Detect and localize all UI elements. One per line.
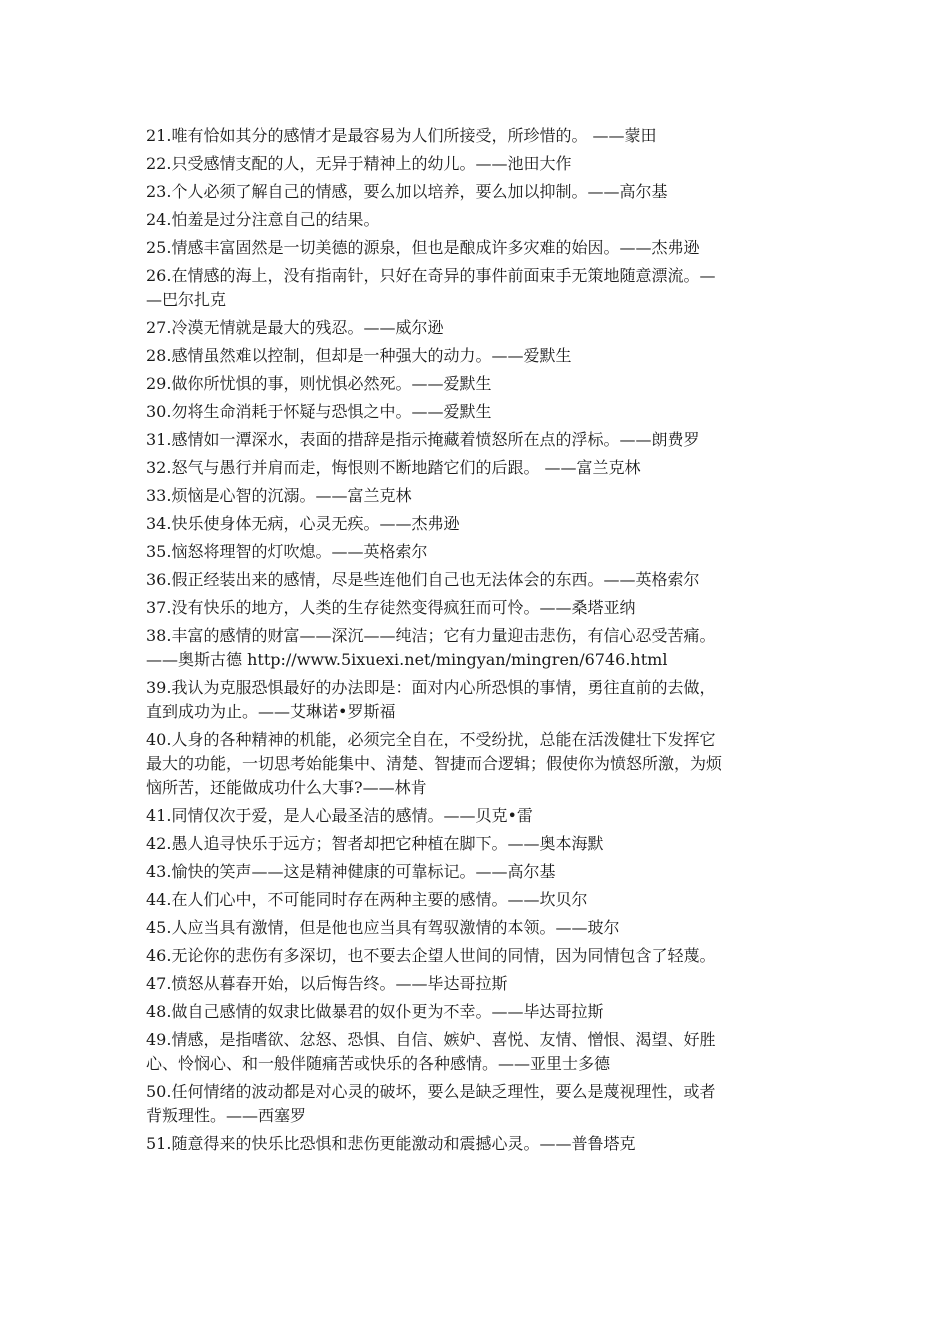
quote-line: 41.同情仅次于爱，是人心最圣洁的感情。——贝克•雷 <box>146 806 533 825</box>
quote-line: 47.愤怒从暮春开始，以后悔告终。——毕达哥拉斯 <box>146 974 508 993</box>
quote-entry <box>146 568 810 592</box>
quote-line: 39.我认为克服恐惧最好的办法即是：面对内心所恐惧的事情，勇往直前的去做， <box>146 678 716 697</box>
quote-entry <box>146 400 810 424</box>
quote-line: 45.人应当具有激情，但是他也应当具有驾驭激情的本领。——玻尔 <box>146 918 620 937</box>
quote-entry <box>146 972 810 996</box>
quote-entry <box>146 916 810 940</box>
quote-line: 49.情感，是指嗜欲、忿怒、恐惧、自信、嫉妒、喜悦、友情、憎恨、渴望、好胜 <box>146 1030 716 1049</box>
quote-entry <box>146 208 810 232</box>
quote-line: 35.恼怒将理智的灯吹熄。——英格索尔 <box>146 542 428 561</box>
quote-line: 25.情感丰富固然是一切美德的源泉，但也是酿成许多灾难的始因。——杰弗逊 <box>146 238 700 257</box>
quote-line: 32.怒气与愚行并肩而走，悔恨则不断地踏它们的后跟。 ——富兰克林 <box>146 458 641 477</box>
quote-line: —巴尔扎克 <box>146 290 227 309</box>
quote-entry <box>146 264 810 312</box>
quote-entry <box>146 1132 810 1156</box>
quote-entry <box>146 456 810 480</box>
quote-line: 51.随意得来的快乐比恐惧和悲伤更能激动和震撼心灵。——普鲁塔克 <box>146 1134 636 1153</box>
quote-line: 直到成功为止。——艾琳诺•罗斯福 <box>146 702 396 721</box>
quote-line: 最大的功能，一切思考始能集中、清楚、智捷而合逻辑；假使你为愤怒所激，为烦 <box>146 754 723 773</box>
quote-line: 27.冷漠无情就是最大的残忍。——威尔逊 <box>146 318 444 337</box>
quote-entry <box>146 804 810 828</box>
quote-line: 46.无论你的悲伤有多深切，也不要去企望人世间的同情，因为同情包含了轻蔑。 <box>146 946 716 965</box>
quote-line: 33.烦恼是心智的沉溺。——富兰克林 <box>146 486 412 505</box>
quote-entry <box>146 888 810 912</box>
quote-entry <box>146 180 810 204</box>
quote-list <box>146 124 810 1160</box>
quote-entry <box>146 152 810 176</box>
quote-line: 30.勿将生命消耗于怀疑与恐惧之中。——爱默生 <box>146 402 492 421</box>
quote-line: 50.任何情绪的波动都是对心灵的破坏，要么是缺乏理性，要么是蔑视理性，或者 <box>146 1082 716 1101</box>
quote-entry <box>146 596 810 620</box>
quote-line: 48.做自己感情的奴隶比做暴君的奴仆更为不幸。——毕达哥拉斯 <box>146 1002 604 1021</box>
quote-line: 恼所苦，还能做成功什么大事?——林肯 <box>146 778 427 797</box>
quote-line: 29.做你所忧惧的事，则忧惧必然死。——爱默生 <box>146 374 492 393</box>
quote-entry <box>146 728 810 800</box>
quote-entry <box>146 344 810 368</box>
quote-entry <box>146 316 810 340</box>
quote-line: 37.没有快乐的地方，人类的生存徒然变得疯狂而可怜。——桑塔亚纳 <box>146 598 636 617</box>
quote-line: 40.人身的各种精神的机能，必须完全自在，不受纷扰，总能在活泼健壮下发挥它 <box>146 730 716 749</box>
quote-line: 38.丰富的感情的财富——深沉——纯洁；它有力量迎击悲伤，有信心忍受苦痛。 <box>146 626 716 645</box>
quote-line: 36.假正经装出来的感情，尽是些连他们自己也无法体会的东西。——英格索尔 <box>146 570 700 589</box>
quote-entry <box>146 860 810 884</box>
quote-line: 43.愉快的笑声——这是精神健康的可靠标记。——高尔基 <box>146 862 556 881</box>
quote-entry <box>146 236 810 260</box>
quote-entry <box>146 512 810 536</box>
quote-entry <box>146 1080 810 1128</box>
quote-entry <box>146 372 810 396</box>
quote-entry <box>146 676 810 724</box>
quote-entry <box>146 1000 810 1024</box>
quote-line: 26.在情感的海上，没有指南针，只好在奇异的事件前面束手无策地随意漂流。— <box>146 266 716 285</box>
quote-line: 44.在人们心中，不可能同时存在两种主要的感情。——坎贝尔 <box>146 890 588 909</box>
quote-line: 背叛理性。——西塞罗 <box>146 1106 307 1125</box>
quote-line: 心、怜悯心、和一般伴随痛苦或快乐的各种感情。——亚里士多德 <box>146 1054 611 1073</box>
quote-entry <box>146 484 810 508</box>
quote-line: 42.愚人追寻快乐于远方；智者却把它种植在脚下。——奥本海默 <box>146 834 604 853</box>
quote-entry <box>146 832 810 856</box>
quote-entry <box>146 944 810 968</box>
quote-line: 24.怕羞是过分注意自己的结果。 <box>146 210 380 229</box>
quote-line: 34.快乐使身体无病，心灵无疾。——杰弗逊 <box>146 514 460 533</box>
quote-line: ——奥斯古德 http://www.5ixuexi.net/mingyan/mingren/6746.html <box>146 650 668 669</box>
quote-entry <box>146 624 810 672</box>
quote-line: 22.只受感情支配的人，无异于精神上的幼儿。——池田大作 <box>146 154 572 173</box>
quote-line: 28.感情虽然难以控制，但却是一种强大的动力。——爱默生 <box>146 346 572 365</box>
quote-line: 21.唯有恰如其分的感情才是最容易为人们所接受，所珍惜的。 ——蒙田 <box>146 126 657 145</box>
quote-line: 31.感情如一潭深水，表面的措辞是指示掩藏着愤怒所在点的浮标。——朗费罗 <box>146 430 700 449</box>
quote-line: 23.个人必须了解自己的情感，要么加以培养，要么加以抑制。——高尔基 <box>146 182 668 201</box>
quote-entry <box>146 428 810 452</box>
quote-entry <box>146 1028 810 1076</box>
quote-entry <box>146 124 810 148</box>
quote-entry <box>146 540 810 564</box>
